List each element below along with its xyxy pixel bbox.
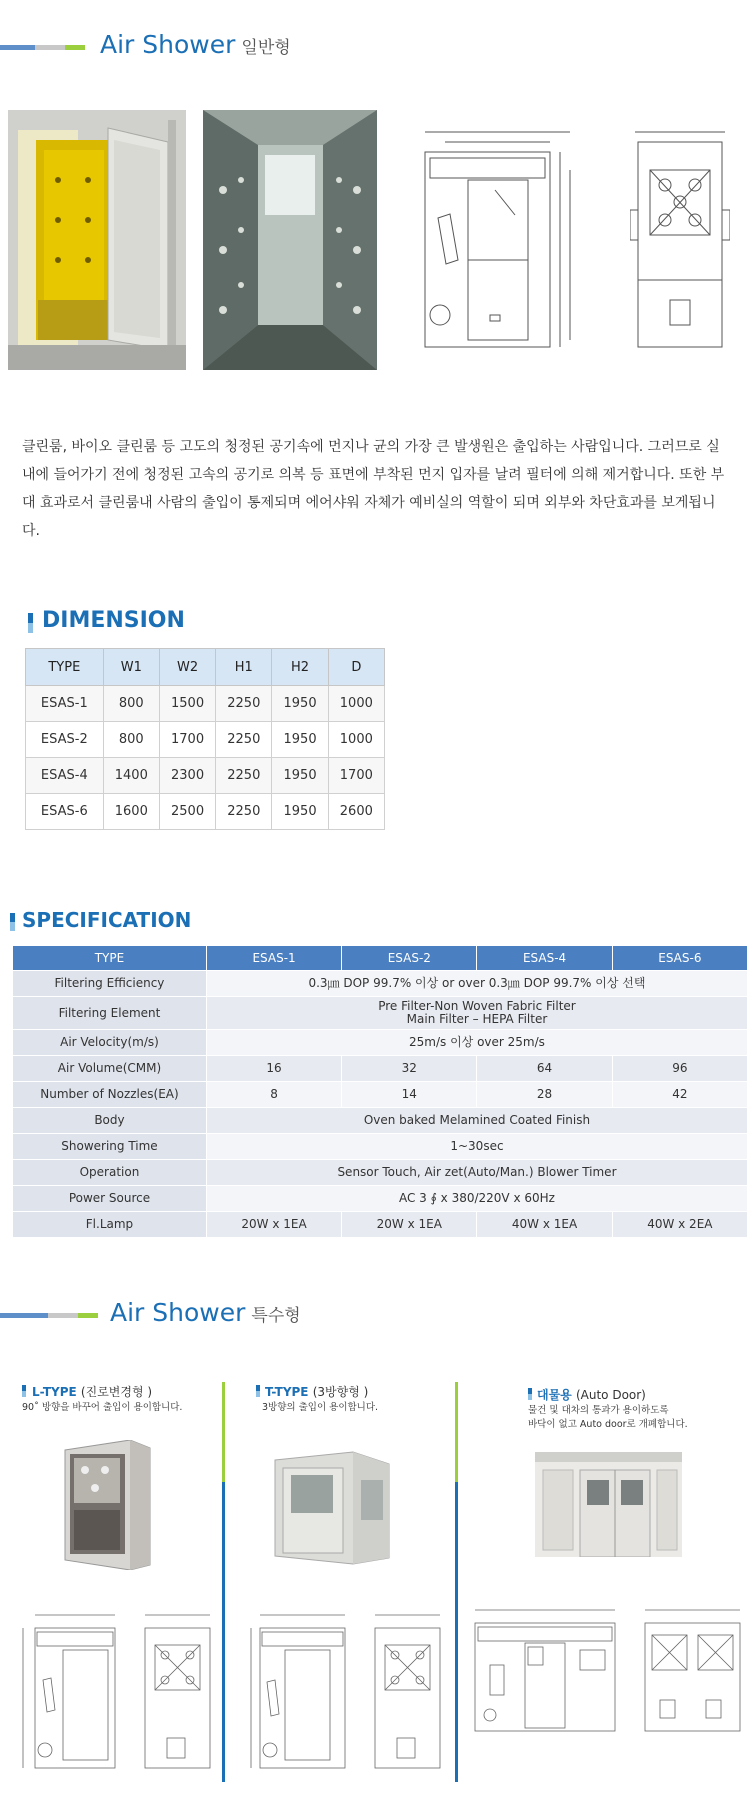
table-cell: 800 [103, 722, 159, 758]
spec-col-esas4: ESAS-4 [477, 946, 612, 971]
table-row [26, 794, 385, 830]
dimension-header-row [26, 649, 385, 686]
table-cell: 2250 [216, 686, 272, 722]
specification-marker [10, 913, 15, 931]
table-row [13, 1186, 748, 1212]
spec-label: Air Volume(CMM) [13, 1056, 207, 1082]
spec-label: Air Velocity(m/s) [13, 1030, 207, 1056]
spec-value: 32 [342, 1056, 477, 1082]
spec-value: 64 [477, 1056, 612, 1082]
spec-value: 42 [612, 1082, 747, 1108]
auto-door-desc-1: 물건 및 대차의 통과가 용이하도록 [528, 1405, 669, 1416]
spec-label: Filtering Efficiency [13, 971, 207, 997]
dimension-table [25, 648, 385, 830]
table-row [26, 722, 385, 758]
t-type-ko: (3방향형 ) [312, 1385, 369, 1399]
header2-title: Air Shower [110, 1298, 246, 1327]
divider-2 [455, 1382, 458, 1782]
photo-air-shower-interior [203, 110, 377, 370]
header-title: Air Shower [100, 30, 236, 59]
header-bar-gray [35, 45, 65, 50]
table-cell: 1950 [272, 722, 328, 758]
spec-label: Power Source [13, 1186, 207, 1212]
spec-col-type: TYPE [13, 946, 207, 971]
spec-col-esas2: ESAS-2 [342, 946, 477, 971]
drawing-side-view [630, 120, 730, 350]
table-row [26, 758, 385, 794]
photo-air-shower-door-open [8, 110, 186, 370]
spec-label: Body [13, 1108, 207, 1134]
spec-value: 20W x 1EA [206, 1212, 341, 1238]
t-type-name: T-TYPE [265, 1385, 309, 1399]
spec-col-esas6: ESAS-6 [612, 946, 747, 971]
table-cell: 1400 [103, 758, 159, 794]
spec-value: AC 3 ∮ x 380/220V x 60Hz [206, 1186, 747, 1212]
divider-1 [222, 1382, 225, 1782]
l-type-marker [22, 1385, 26, 1397]
dim-col-type: TYPE [26, 649, 104, 686]
table-row [13, 971, 748, 997]
spec-value: Oven baked Melamined Coated Finish [206, 1108, 747, 1134]
spec-value: 16 [206, 1056, 341, 1082]
table-cell: 800 [103, 686, 159, 722]
table-cell: 2500 [159, 794, 215, 830]
table-cell: ESAS-2 [26, 722, 104, 758]
table-cell: 1500 [159, 686, 215, 722]
table-cell: 2300 [159, 758, 215, 794]
dimension-title: DIMENSION [42, 608, 185, 633]
table-row [13, 1082, 748, 1108]
dim-col-h1: H1 [216, 649, 272, 686]
spec-value: 96 [612, 1056, 747, 1082]
table-cell: 1950 [272, 758, 328, 794]
spec-header-row [13, 946, 748, 971]
t-type-marker [256, 1385, 260, 1397]
spec-label: Filtering Element [13, 997, 207, 1030]
drawing-l-type-front [15, 1610, 120, 1775]
table-cell: 2250 [216, 794, 272, 830]
drawing-l-type-side [140, 1610, 215, 1775]
spec-label: Fl.Lamp [13, 1212, 207, 1238]
table-row [13, 1056, 748, 1082]
photo-l-type [60, 1440, 155, 1570]
dim-col-h2: H2 [272, 649, 328, 686]
auto-door-desc-2: 바닥이 없고 Auto door로 개폐합니다. [528, 1419, 688, 1430]
table-cell: 1600 [103, 794, 159, 830]
table-row [13, 1108, 748, 1134]
table-row [13, 1212, 748, 1238]
table-cell: 1950 [272, 686, 328, 722]
header-subtitle: 일반형 [241, 38, 291, 58]
spec-label: Operation [13, 1160, 207, 1186]
auto-door-title [537, 1386, 646, 1403]
table-row [13, 997, 748, 1030]
drawing-t-type-side [370, 1610, 445, 1775]
spec-value: Sensor Touch, Air zet(Auto/Man.) Blower Timer [206, 1160, 747, 1186]
drawing-t-type-front [245, 1610, 350, 1775]
table-cell: 2250 [216, 758, 272, 794]
spec-value: 25m/s 이상 over 25m/s [206, 1030, 747, 1056]
section-title-special [110, 1298, 301, 1327]
table-cell: ESAS-4 [26, 758, 104, 794]
specification-title: SPECIFICATION [22, 908, 192, 932]
spec-value-line1: Pre Filter-Non Woven Fabric Filter [378, 999, 576, 1013]
drawing-front-view [420, 120, 580, 350]
spec-label: Number of Nozzles(EA) [13, 1082, 207, 1108]
dim-col-w2: W2 [159, 649, 215, 686]
spec-value: 1~30sec [206, 1134, 747, 1160]
spec-col-esas1: ESAS-1 [206, 946, 341, 971]
auto-door-ko: (Auto Door) [575, 1388, 646, 1402]
table-cell: 1000 [328, 722, 384, 758]
table-cell: 1700 [159, 722, 215, 758]
table-cell: 1000 [328, 686, 384, 722]
table-cell: 2600 [328, 794, 384, 830]
drawing-auto-door-front [470, 1605, 620, 1735]
auto-door-marker [528, 1388, 532, 1400]
spec-value: 0.3㎛ DOP 99.7% 이상 or over 0.3㎛ DOP 99.7% 이상 선택 [206, 971, 747, 997]
t-type-title [265, 1383, 368, 1400]
dim-col-w1: W1 [103, 649, 159, 686]
header2-bar-blue [0, 1313, 48, 1318]
table-cell: 1700 [328, 758, 384, 794]
table-row [13, 1160, 748, 1186]
photo-auto-door [535, 1452, 682, 1557]
auto-door-desc [528, 1404, 688, 1432]
description-text: 클린룸, 바이오 클린룸 등 고도의 청정된 공기속에 먼지나 균의 가장 큰 발생원은 출입하는 사람입니다. 그러므로 실내에 들어가기 전에 청정된 고속의 공기로 의복 등 표면에 부착된 먼지 입자를 날려 필터에 의해 제거합니다. 또한 부대 효과로서 클린룸내 사람의 출입이 통제되며 에어샤워 자체가 예비실의 역할이 되며 외부와 차단효과를 보게됩니다. [22, 439, 725, 539]
spec-value-line2: Main Filter – HEPA Filter [406, 1012, 548, 1026]
spec-value [206, 997, 747, 1030]
drawing-auto-door-side [640, 1605, 745, 1735]
table-row [13, 1030, 748, 1056]
dimension-marker [28, 613, 33, 633]
table-cell: 1950 [272, 794, 328, 830]
table-cell: ESAS-1 [26, 686, 104, 722]
table-row [26, 686, 385, 722]
photo-t-type [273, 1450, 391, 1565]
table-cell: ESAS-6 [26, 794, 104, 830]
header2-bar-green [78, 1313, 98, 1318]
spec-value: 14 [342, 1082, 477, 1108]
l-type-desc: 90˚ 방향을 바꾸어 출입이 용이합니다. [22, 1402, 183, 1413]
specification-table [12, 945, 748, 1238]
l-type-title [32, 1383, 152, 1400]
table-row [13, 1134, 748, 1160]
spec-value: 28 [477, 1082, 612, 1108]
header-bar-blue [0, 45, 35, 50]
dim-col-d: D [328, 649, 384, 686]
spec-value: 40W x 1EA [477, 1212, 612, 1238]
section-title-standard [100, 30, 291, 59]
auto-door-name: 대물용 [537, 1388, 572, 1402]
t-type-desc: 3방향의 출입이 용이합니다. [262, 1402, 379, 1413]
spec-value: 40W x 2EA [612, 1212, 747, 1238]
spec-label: Showering Time [13, 1134, 207, 1160]
header2-subtitle: 특수형 [251, 1306, 301, 1326]
l-type-ko: (진로변경형 ) [80, 1385, 153, 1399]
table-cell: 2250 [216, 722, 272, 758]
header-bar-green [65, 45, 85, 50]
spec-value: 8 [206, 1082, 341, 1108]
spec-value: 20W x 1EA [342, 1212, 477, 1238]
header2-bar-gray [48, 1313, 78, 1318]
l-type-name: L-TYPE [32, 1385, 77, 1399]
